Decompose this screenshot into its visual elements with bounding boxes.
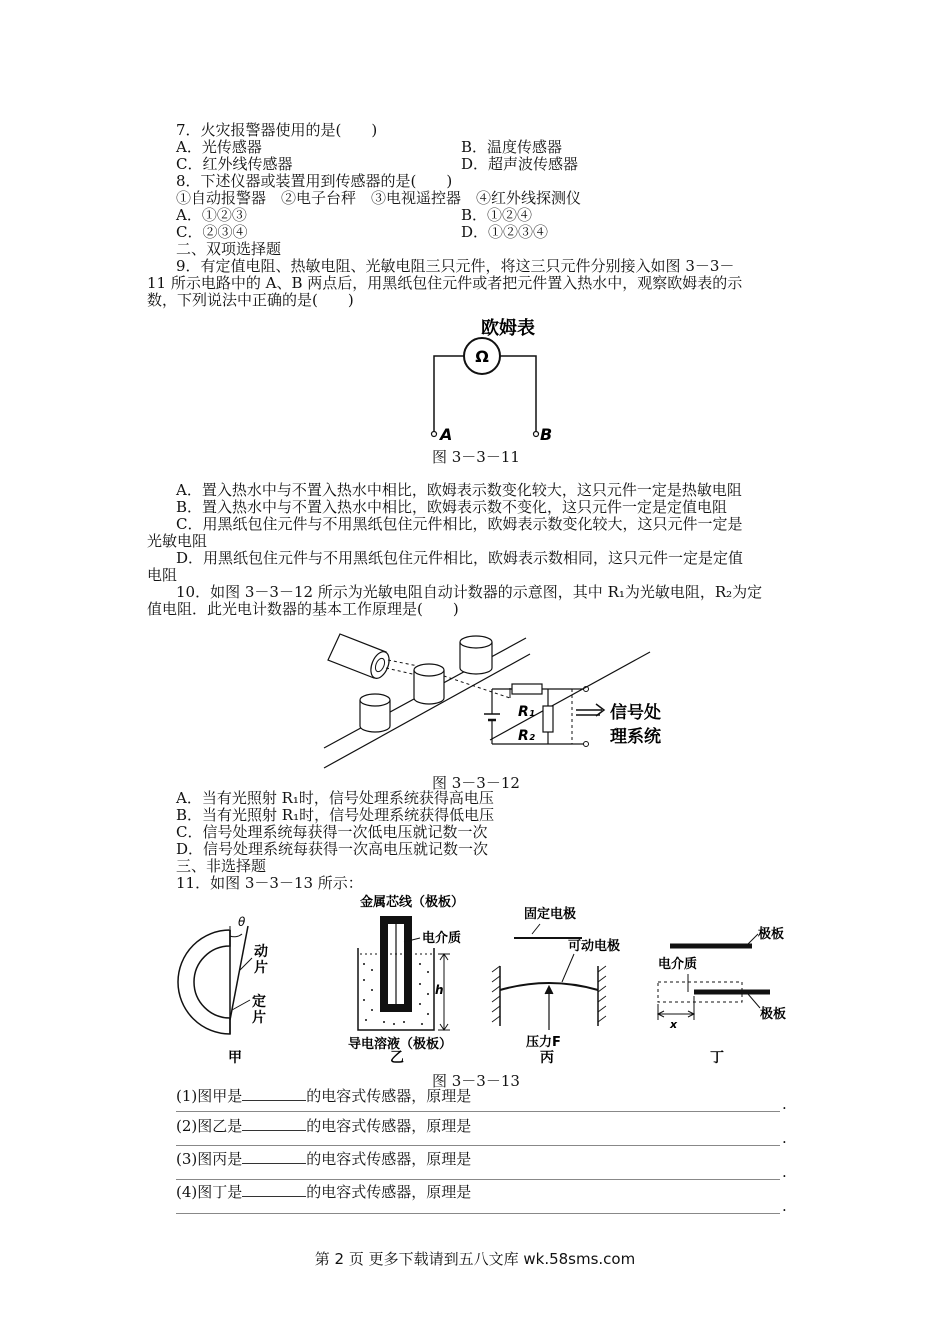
q11-sub-2-answer-line[interactable] (176, 1145, 780, 1146)
figure-3-3-13-caption: 图 3－3－13 (432, 1072, 520, 1090)
svg-text:固定电极: 固定电极 (524, 907, 577, 922)
q11-sub-3-period: . (782, 1163, 787, 1181)
signal-system-label-2: 理系统 (610, 727, 661, 747)
svg-text:可动电极: 可动电极 (568, 939, 621, 954)
q7-option-c: C．红外线传感器 (176, 155, 293, 173)
svg-text:h: h (435, 983, 444, 997)
q9-option-c-line-1: C．用黑纸包住元件与不用黑纸包住元件相比，欧姆表示数变化较大，这只元件一定是 (176, 515, 743, 533)
section-3-heading: 三、非选择题 (176, 857, 267, 875)
q8-stem: 8．下述仪器或装置用到传感器的是( ) (176, 172, 453, 190)
q10-option-c: C．信号处理系统每获得一次低电压就记数一次 (176, 823, 488, 841)
figure-bing-label: 丙 (540, 1050, 554, 1066)
q11-sub-1: (1)图甲是 的电容式传感器，原理是 (176, 1087, 472, 1105)
figure-bing (492, 906, 620, 1066)
figure-jia (178, 915, 268, 1066)
q11-sub-1-period: . (782, 1095, 787, 1113)
terminal-a-label: A (440, 425, 453, 444)
figure-ding-label: 丁 (710, 1050, 724, 1066)
svg-text:x: x (670, 1018, 678, 1031)
svg-text:电介质: 电介质 (422, 931, 462, 946)
q10-line-1: 10．如图 3－3－12 所示为光敏电阻自动计数器的示意图，其中 R₁为光敏电阻，R₂为定 (176, 583, 763, 601)
svg-text:片: 片 (252, 1010, 266, 1026)
q7-option-d: D．超声波传感器 (461, 155, 579, 173)
ohmmeter-omega: Ω (475, 347, 489, 366)
ohmmeter-figure (420, 312, 580, 448)
svg-text:压力F: 压力F (526, 1035, 561, 1050)
svg-text:金属芯线（极板）: 金属芯线（极板） (360, 895, 465, 910)
q9-line-2: 11 所示电路中的 A、B 两点后，用黑纸包住元件或者把元件置入热水中，观察欧姆表的示 (147, 274, 743, 292)
q8-items: ①自动报警器 ②电子台秤 ③电视遥控器 ④红外线探测仪 (176, 189, 582, 207)
figure-yi-label: 乙 (390, 1050, 404, 1066)
svg-text:θ: θ (238, 915, 246, 929)
figure-yi (348, 894, 464, 1066)
q11-sub-2: (2)图乙是 的电容式传感器，原理是 (176, 1117, 472, 1135)
q11-sub-2-blank[interactable] (242, 1117, 306, 1131)
q11-sub-3-blank[interactable] (242, 1150, 306, 1164)
section-2-heading: 二、双项选择题 (176, 240, 282, 258)
q7-stem: 7．火灾报警器使用的是( ) (176, 121, 378, 139)
capacitive-sensors-figure (170, 890, 800, 1070)
figure-ding (658, 926, 786, 1066)
q11-sub-4-answer-line[interactable] (176, 1213, 780, 1214)
ohmmeter-title: 欧姆表 (481, 318, 535, 339)
q10-option-d: D．信号处理系统每获得一次高电压就记数一次 (176, 840, 489, 858)
figure-3-3-12-caption: 图 3－3－12 (432, 774, 520, 792)
q11-stem: 11．如图 3－3－13 所示： (176, 874, 363, 892)
q9-option-a: A．置入热水中与不置入热水中相比，欧姆表示数变化较大，这只元件一定是热敏电阻 (176, 481, 742, 499)
svg-text:极板: 极板 (760, 1007, 787, 1022)
figure-jia-label: 甲 (228, 1050, 242, 1066)
svg-text:导电溶液（极板）: 导电溶液（极板） (348, 1037, 453, 1052)
q10-option-b: B．当有光照射 R₁时，信号处理系统获得低电压 (176, 806, 495, 824)
q11-sub-4-blank[interactable] (242, 1183, 306, 1197)
r1-label: R₁ (518, 704, 535, 720)
svg-text:动: 动 (254, 944, 268, 960)
q8-option-b: B．①②④ (461, 206, 533, 224)
q11-sub-3-answer-line[interactable] (176, 1179, 780, 1180)
q9-line-1: 9．有定值电阻、热敏电阻、光敏电阻三只元件，将这三只元件分别接入如图 3－3－ (176, 257, 735, 275)
q11-sub-2-period: . (782, 1129, 787, 1147)
r2-label: R₂ (518, 728, 535, 744)
q7-option-a: A．光传感器 (176, 138, 262, 156)
page-footer: 第 2 页 更多下载请到五八文库 wk.58sms.com (314, 1250, 636, 1268)
photo-counter-figure (320, 618, 680, 770)
svg-text:电介质: 电介质 (658, 957, 698, 972)
q8-option-c: C．②③④ (176, 223, 248, 241)
signal-system-label-1: 信号处 (610, 703, 661, 723)
q9-option-d-line-2: 电阻 (147, 566, 178, 584)
q10-option-a: A．当有光照射 R₁时，信号处理系统获得高电压 (176, 789, 494, 807)
q11-sub-1-blank[interactable] (242, 1087, 306, 1101)
q10-line-2: 值电阻．此光电计数器的基本工作原理是( ) (147, 600, 459, 618)
q7-option-b: B．温度传感器 (461, 138, 563, 156)
q11-sub-4: (4)图丁是 的电容式传感器，原理是 (176, 1183, 472, 1201)
q9-option-d-line-1: D．用黑纸包住元件与不用黑纸包住元件相比，欧姆表示数相同，这只元件一定是定值 (176, 549, 744, 567)
terminal-b-label: B (540, 425, 553, 444)
figure-3-3-11-caption: 图 3－3－11 (432, 448, 520, 466)
q8-option-a: A．①②③ (176, 206, 247, 224)
q9-option-c-line-2: 光敏电阻 (147, 532, 208, 550)
q11-sub-3: (3)图丙是 的电容式传感器，原理是 (176, 1150, 472, 1168)
q9-option-b: B．置入热水中与不置入热水中相比，欧姆表示数不变化，这只元件一定是定值电阻 (176, 498, 728, 516)
svg-text:极板: 极板 (758, 927, 785, 942)
q11-sub-4-period: . (782, 1197, 787, 1215)
svg-text:定: 定 (252, 994, 266, 1010)
svg-text:片: 片 (254, 960, 268, 976)
q11-sub-1-answer-line[interactable] (176, 1111, 780, 1112)
q8-option-d: D．①②③④ (461, 223, 549, 241)
q9-line-3: 数，下列说法中正确的是( ) (147, 291, 354, 309)
